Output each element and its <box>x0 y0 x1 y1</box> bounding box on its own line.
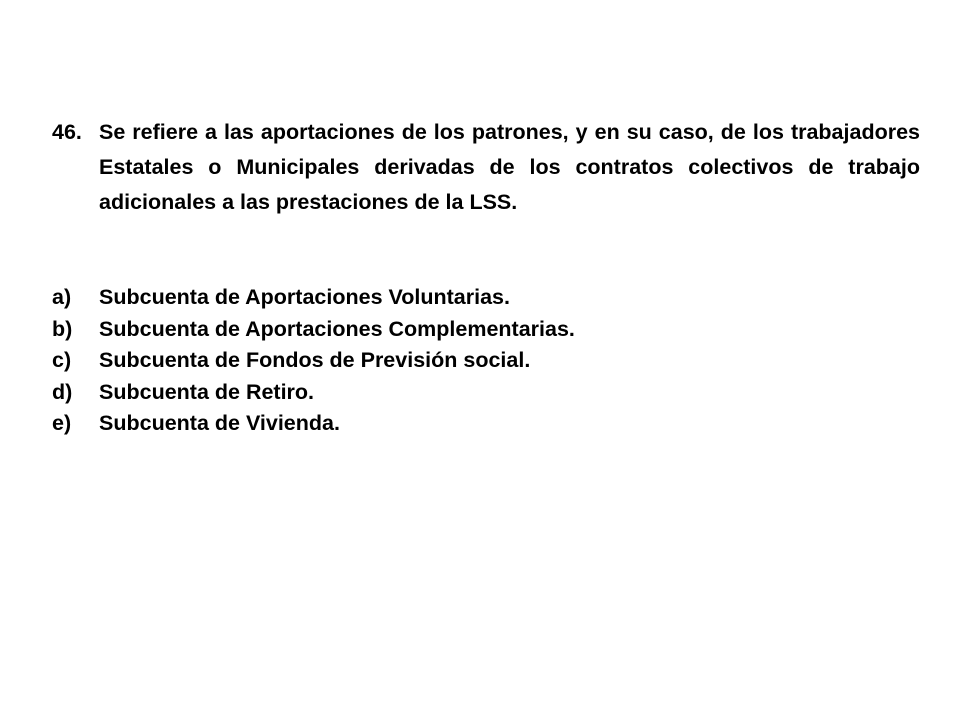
option-c <box>52 345 920 377</box>
question <box>52 115 920 220</box>
option-text: Subcuenta de Aportaciones Voluntarias. <box>99 285 510 309</box>
option-d <box>52 377 920 409</box>
option-letter: b) <box>52 316 73 341</box>
option-e <box>52 408 920 440</box>
question-text: Se refiere a las aportaciones de los patrones, y en su caso, de los trabajadores Estatales o Municipales derivadas de los contratos colectivos de trabajo adicionales a las prestaciones de la LSS. <box>99 120 920 214</box>
option-letter: d) <box>52 379 73 404</box>
option-text: Subcuenta de Fondos de Previsión social. <box>99 348 531 372</box>
option-b <box>52 314 920 346</box>
answer-options <box>52 282 920 440</box>
option-text: Subcuenta de Vivienda. <box>99 411 340 435</box>
option-text: Subcuenta de Retiro. <box>99 379 315 404</box>
option-letter: a) <box>52 285 72 309</box>
option-letter: e) <box>52 411 72 435</box>
question-number: 46. <box>52 120 82 144</box>
option-text: Subcuenta de Aportaciones Complementarias. <box>99 316 575 341</box>
option-letter: c) <box>52 348 72 372</box>
option-a <box>52 282 920 314</box>
